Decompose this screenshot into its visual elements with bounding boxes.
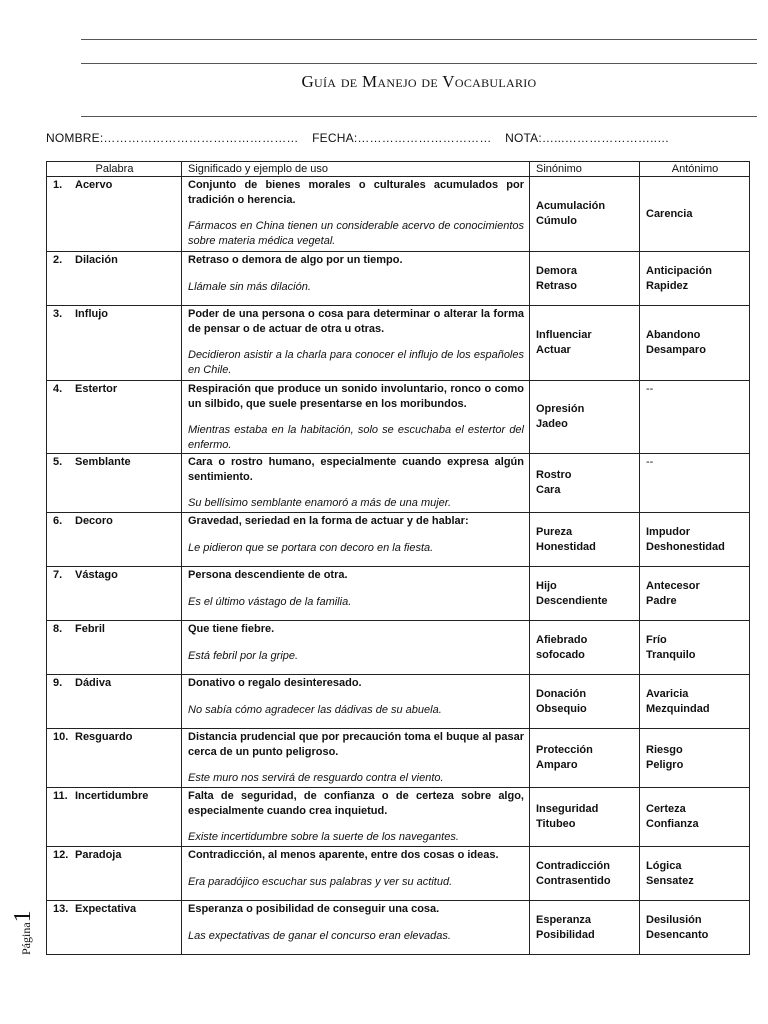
antonym-cell bbox=[640, 729, 750, 788]
top-rule-1 bbox=[81, 39, 757, 40]
table-row bbox=[47, 847, 750, 901]
synonym-cell bbox=[530, 847, 640, 901]
meaning-cell bbox=[182, 306, 530, 381]
meaning-cell bbox=[182, 381, 530, 454]
word-cell bbox=[47, 729, 182, 788]
definition-text: Gravedad, seriedad en la forma de actuar y de hablar: bbox=[188, 515, 469, 527]
synonym-cell bbox=[530, 901, 640, 955]
table-row bbox=[47, 621, 750, 675]
example-text: Existe incertidumbre sobre la suerte de los navegantes. bbox=[188, 831, 459, 843]
word-cell bbox=[47, 177, 182, 252]
example-text: Mientras estaba en la habitación, solo se escuchaba el estertor del enfermo. bbox=[188, 424, 524, 451]
word-cell bbox=[47, 621, 182, 675]
table-row bbox=[47, 177, 750, 252]
word-number: 7. bbox=[53, 569, 63, 581]
definition-text: Falta de seguridad, de confianza o de certeza sobre algo, especialmente cuando crea inquietud. bbox=[188, 790, 524, 817]
synonym-item: Cúmulo bbox=[536, 215, 577, 227]
synonym-item: Contradicción bbox=[536, 859, 610, 872]
header-antonimo: Antónimo bbox=[640, 162, 750, 177]
word-cell bbox=[47, 788, 182, 847]
word-number: 8. bbox=[53, 623, 63, 635]
word-cell bbox=[47, 675, 182, 729]
word-number: 12. bbox=[53, 849, 69, 861]
antonym-cell bbox=[640, 454, 750, 513]
top-rule-3 bbox=[81, 116, 757, 117]
example-text: Llámale sin más dilación. bbox=[188, 280, 311, 293]
meaning-cell bbox=[182, 675, 530, 729]
word-label: Semblante bbox=[75, 456, 131, 468]
antonym-item: Avaricia bbox=[646, 687, 689, 700]
synonym-item: Jadeo bbox=[536, 418, 568, 430]
synonym-cell bbox=[530, 252, 640, 306]
synonym-cell bbox=[530, 621, 640, 675]
synonym-cell bbox=[530, 729, 640, 788]
word-label: Vástago bbox=[75, 569, 118, 581]
table-header-row bbox=[47, 162, 750, 177]
antonym-item: Desencanto bbox=[646, 928, 709, 941]
antonym-item: Rapidez bbox=[646, 279, 689, 292]
table-row bbox=[47, 567, 750, 621]
word-number: 6. bbox=[53, 515, 63, 527]
definition-text: Poder de una persona o cosa para determinar o alterar la forma de pensar o de actuar de otra u otras. bbox=[188, 308, 524, 335]
synonym-cell bbox=[530, 788, 640, 847]
meaning-cell bbox=[182, 454, 530, 513]
word-number: 13. bbox=[53, 903, 69, 915]
antonym-item: Sensatez bbox=[646, 874, 694, 887]
definition-text: Contradicción, al menos aparente, entre dos cosas o ideas. bbox=[188, 849, 499, 861]
synonym-item: Influenciar bbox=[536, 329, 592, 341]
table-row bbox=[47, 788, 750, 847]
definition-text: Persona descendiente de otra. bbox=[188, 569, 348, 581]
grade-field[interactable]: NOTA:…...…………………..… bbox=[505, 131, 670, 145]
definition-text: Respiración que produce un sonido involuntario, ronco o como un silbido, que suele presentarse en los moribundos. bbox=[188, 383, 524, 410]
word-cell bbox=[47, 513, 182, 567]
vocabulary-table bbox=[46, 161, 750, 955]
definition-text: Retraso o demora de algo por un tiempo. bbox=[188, 254, 403, 266]
antonym-item: Carencia bbox=[646, 207, 693, 220]
word-cell bbox=[47, 252, 182, 306]
synonym-item: Obsequio bbox=[536, 702, 587, 715]
table-row bbox=[47, 675, 750, 729]
antonym-item: Certeza bbox=[646, 803, 686, 815]
example-text: Está febril por la gripe. bbox=[188, 649, 299, 662]
synonym-item: sofocado bbox=[536, 648, 585, 661]
antonym-cell bbox=[640, 381, 750, 454]
word-label: Dilación bbox=[75, 254, 118, 266]
word-number: 4. bbox=[53, 383, 63, 395]
antonym-item: Antecesor bbox=[646, 579, 700, 592]
word-label: Incertidumbre bbox=[75, 790, 149, 802]
header-sinonimo: Sinónimo bbox=[530, 162, 640, 177]
header-fields bbox=[46, 131, 669, 145]
name-field[interactable]: NOMBRE:………………………………………… bbox=[46, 131, 299, 145]
synonym-item: Afiebrado bbox=[536, 633, 588, 646]
word-number: 11. bbox=[53, 790, 68, 802]
antonym-cell bbox=[640, 252, 750, 306]
example-text: Su bellísimo semblante enamoró a más de una mujer. bbox=[188, 497, 452, 509]
example-text: Le pidieron que se portara con decoro en la fiesta. bbox=[188, 541, 434, 554]
synonym-cell bbox=[530, 454, 640, 513]
word-label: Dádiva bbox=[75, 677, 112, 689]
meaning-cell bbox=[182, 567, 530, 621]
example-text: Las expectativas de ganar el concurso eran elevadas. bbox=[188, 929, 451, 942]
word-cell bbox=[47, 901, 182, 955]
word-number: 1. bbox=[53, 179, 63, 191]
table-row bbox=[47, 729, 750, 788]
synonym-item: Cara bbox=[536, 484, 561, 496]
antonym-item: Tranquilo bbox=[646, 648, 696, 661]
antonym-item: Anticipación bbox=[646, 264, 713, 277]
synonym-cell bbox=[530, 567, 640, 621]
synonym-item: Contrasentido bbox=[536, 874, 611, 887]
synonym-item: Descendiente bbox=[536, 594, 608, 607]
date-field[interactable]: FECHA:…………………………… bbox=[312, 131, 492, 145]
table-row bbox=[47, 454, 750, 513]
example-text: Decidieron asistir a la charla para conocer el influjo de los españoles en Chile. bbox=[188, 349, 524, 376]
header-palabra: Palabra bbox=[47, 162, 182, 177]
antonym-item: Deshonestidad bbox=[646, 540, 725, 553]
definition-text: Conjunto de bienes morales o culturales acumulados por tradición o herencia. bbox=[188, 179, 524, 206]
definition-text: Que tiene fiebre. bbox=[188, 623, 275, 635]
meaning-cell bbox=[182, 788, 530, 847]
synonym-item: Rostro bbox=[536, 469, 572, 481]
synonym-item: Acumulación bbox=[536, 200, 606, 212]
synonym-cell bbox=[530, 177, 640, 252]
word-cell bbox=[47, 567, 182, 621]
word-cell bbox=[47, 454, 182, 513]
word-label: Decoro bbox=[75, 515, 113, 527]
synonym-item: Posibilidad bbox=[536, 928, 595, 941]
table-row bbox=[47, 381, 750, 454]
antonym-cell bbox=[640, 621, 750, 675]
antonym-cell bbox=[640, 306, 750, 381]
word-label: Febril bbox=[75, 623, 105, 635]
synonym-item: Protección bbox=[536, 744, 593, 756]
table-body bbox=[47, 177, 750, 955]
antonym-cell bbox=[640, 847, 750, 901]
word-label: Estertor bbox=[75, 383, 118, 395]
page-number-value: 1 bbox=[10, 910, 36, 923]
synonym-item: Retraso bbox=[536, 279, 577, 292]
synonym-item: Actuar bbox=[536, 344, 571, 356]
word-number: 9. bbox=[53, 677, 63, 689]
word-label: Resguardo bbox=[75, 731, 133, 743]
antonym-item: -- bbox=[646, 383, 654, 395]
example-text: No sabía cómo agradecer las dádivas de su abuela. bbox=[188, 703, 442, 716]
antonym-item: Desamparo bbox=[646, 344, 706, 356]
word-number: 10. bbox=[53, 731, 69, 743]
meaning-cell bbox=[182, 847, 530, 901]
antonym-item: Lógica bbox=[646, 859, 682, 872]
example-text: Fármacos en China tienen un considerable acervo de conocimientos sobre materia médica vegetal. bbox=[188, 220, 524, 247]
meaning-cell bbox=[182, 621, 530, 675]
antonym-cell bbox=[640, 788, 750, 847]
page-number bbox=[10, 905, 50, 955]
synonym-cell bbox=[530, 381, 640, 454]
definition-text: Esperanza o posibilidad de conseguir una cosa. bbox=[188, 903, 440, 915]
example-text: Es el último vástago de la familia. bbox=[188, 595, 352, 608]
definition-text: Distancia prudencial que por precaución toma el buque al pasar cerca de un punto peligroso. bbox=[188, 731, 524, 758]
antonym-item: Peligro bbox=[646, 759, 684, 771]
synonym-item: Amparo bbox=[536, 759, 578, 771]
word-number: 3. bbox=[53, 308, 63, 320]
antonym-item: Abandono bbox=[646, 329, 701, 341]
page-label: Página bbox=[19, 922, 33, 955]
header-significado: Significado y ejemplo de uso bbox=[182, 162, 530, 177]
table-row bbox=[47, 306, 750, 381]
antonym-cell bbox=[640, 675, 750, 729]
definition-text: Cara o rostro humano, especialmente cuando expresa algún sentimiento. bbox=[188, 456, 524, 483]
meaning-cell bbox=[182, 901, 530, 955]
synonym-cell bbox=[530, 675, 640, 729]
antonym-cell bbox=[640, 567, 750, 621]
antonym-item: Confianza bbox=[646, 818, 699, 830]
table-row bbox=[47, 252, 750, 306]
antonym-cell bbox=[640, 901, 750, 955]
page-title: Guía de Manejo de Vocabulario bbox=[301, 72, 537, 91]
meaning-cell bbox=[182, 252, 530, 306]
table-row bbox=[47, 901, 750, 955]
synonym-item: Titubeo bbox=[536, 818, 576, 830]
antonym-item: Mezquindad bbox=[646, 702, 710, 715]
meaning-cell bbox=[182, 513, 530, 567]
synonym-item: Donación bbox=[536, 687, 587, 700]
word-number: 5. bbox=[53, 456, 63, 468]
example-text: Este muro nos servirá de resguardo contra el viento. bbox=[188, 772, 444, 784]
word-label: Expectativa bbox=[75, 903, 137, 915]
definition-text: Donativo o regalo desinteresado. bbox=[188, 677, 362, 689]
meaning-cell bbox=[182, 729, 530, 788]
antonym-item: -- bbox=[646, 456, 654, 468]
word-number: 2. bbox=[53, 254, 63, 266]
meaning-cell bbox=[182, 177, 530, 252]
synonym-item: Pureza bbox=[536, 525, 573, 538]
antonym-item: Desilusión bbox=[646, 913, 702, 926]
synonym-item: Inseguridad bbox=[536, 803, 599, 815]
synonym-item: Hijo bbox=[536, 579, 557, 592]
word-cell bbox=[47, 847, 182, 901]
antonym-cell bbox=[640, 513, 750, 567]
word-label: Influjo bbox=[75, 308, 108, 320]
antonym-item: Impudor bbox=[646, 525, 690, 538]
antonym-cell bbox=[640, 177, 750, 252]
top-rule-2 bbox=[81, 63, 757, 64]
synonym-item: Honestidad bbox=[536, 540, 596, 553]
word-label: Acervo bbox=[75, 179, 113, 191]
word-cell bbox=[47, 381, 182, 454]
synonym-item: Esperanza bbox=[536, 913, 592, 926]
synonym-cell bbox=[530, 513, 640, 567]
antonym-item: Padre bbox=[646, 594, 677, 607]
word-cell bbox=[47, 306, 182, 381]
synonym-item: Demora bbox=[536, 264, 577, 277]
word-label: Paradoja bbox=[75, 849, 122, 861]
antonym-item: Frío bbox=[646, 633, 667, 646]
example-text: Era paradójico escuchar sus palabras y ver su actitud. bbox=[188, 875, 453, 888]
table-row bbox=[47, 513, 750, 567]
antonym-item: Riesgo bbox=[646, 744, 683, 756]
synonym-cell bbox=[530, 306, 640, 381]
synonym-item: Opresión bbox=[536, 403, 585, 415]
